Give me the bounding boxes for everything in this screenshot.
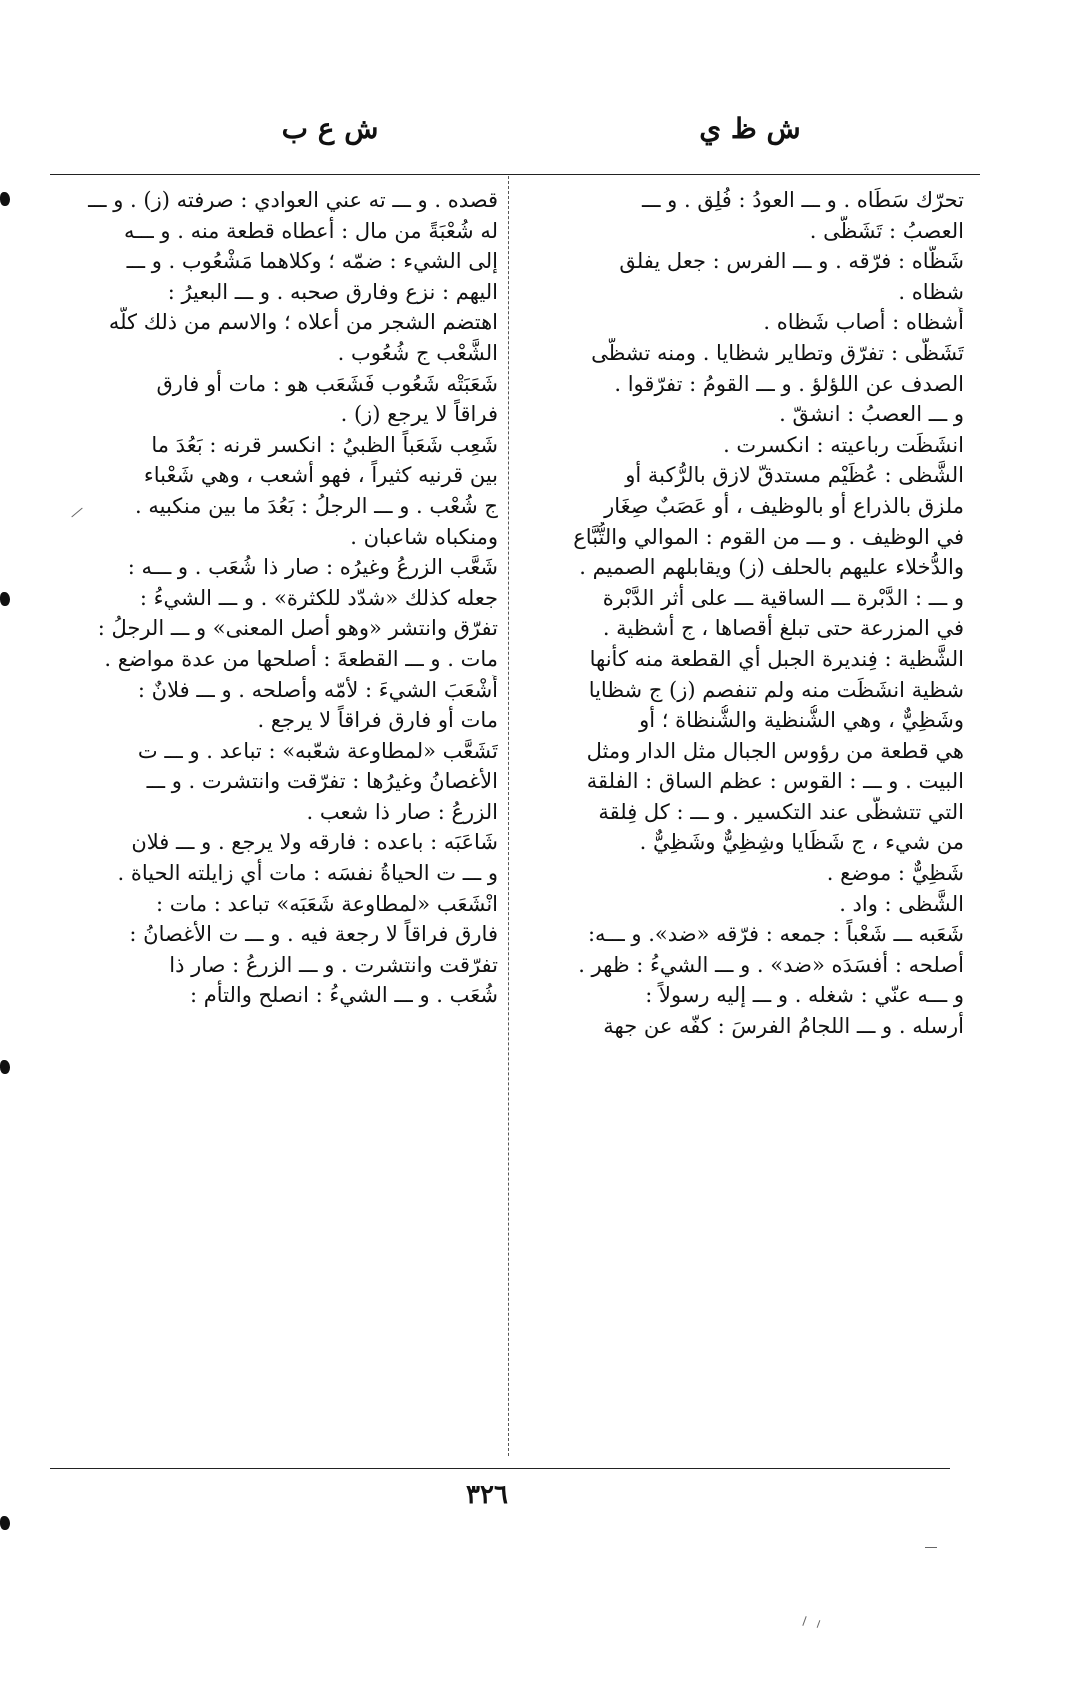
text-line: الزرعُ : صار ذا شعب . [306,799,498,824]
text-line: و ـــه عنّي : شغله . و ـــ إليه رسولاً : [645,983,964,1008]
text-line: أصلحه : أفسَدَه «ضد» . و ـــ الشيءُ : ظهر . [578,952,964,977]
text-line: فارق فراقاً لا رجعة فيه . و ـــ ت الأغصانُ : [129,922,498,947]
text-line: اليهم : نزع وفارق صحبه . و ـــ البعيرُ : [167,279,498,304]
text-line: تَشَظّى : تفرّق وتطاير شظايا . ومنه تشظّى [591,340,964,365]
text-line: في المزرعة حتى تبلغ أقصاها ، ج أشظية . [602,616,964,641]
text-line: تَشَعَّب «لمطاوعة شعّبه» : تباعد . و ـــ ت [137,738,498,763]
text-line: ج شُعْب . و ـــ الرجلُ : بَعُدَ ما بين منكبيه . [135,493,498,518]
text-line: الشَّظى : واد . [839,891,964,916]
text-line: مات أو فارق فراقاً لا يرجع . [257,708,498,733]
text-line: فراقاً لا يرجع (ز) . [340,402,498,427]
text-line: شَظّاه : فرّقه . و ـــ الفرس : جعل يفلق [619,249,964,274]
text-line: شظية انشَظَت منه ولم تنفصم (ز) ج شظايا [588,677,964,702]
text-line: وشَظِيٌّ ، وهي الشُّنظية والشُّنظاة ؛ أو [639,708,964,733]
text-line: انشَظَت رباعيته : انكسرت . [723,432,964,457]
scan-speck [802,1616,806,1626]
running-header-left: ش ع ب [281,112,379,145]
text-line: اهتضم الشجر من أعلاه ؛ والاسم من ذلك كلّه [108,310,498,335]
text-line: و ـــ العصبُ : انشقّ . [779,402,964,427]
text-line: مات . و ـــ القطعةَ : أصلحها من عدة مواضع . [104,646,498,671]
text-line: إلى الشيء : ضمّه ؛ وكلاهما مَشْعُوب . و ـــ [126,249,498,274]
text-line: انْشَعَب «لمطاوعة شَعَبَه» تباعد : مات : [155,891,498,916]
text-line: له شُعْبَةً من مال : أعطاه قطعة منه . و ـــه [124,218,498,243]
text-line: هي قطعة من رؤوس الجبال مثل الدار ومثل [586,738,964,763]
scan-speck [817,1620,821,1628]
text-line: الأغصانُ وغيرُها : تفرّقت وانتشرت . و ـــ [146,769,498,794]
text-line: ومنكباه شاعبان . [350,524,498,549]
text-line: تفرّق وانتشر «وهو أصل المعنى» و ـــ الرجلُ : [97,616,498,641]
text-line: شَاعَبَه : باعده : فارقه ولا يرجع . و ـــ فلان [131,830,498,855]
text-line: ملزق بالذراع أو بالوظيف ، أو عَصَبٌ صِغَار [604,493,964,518]
left-column [70,185,498,1455]
text-line: أرسله . و ـــ اللجامُ الفرسَ : كفّه عن جهة [603,1014,964,1039]
text-line: تفرّقت وانتشرت . و ـــ الزرعُ : صار ذا [169,952,498,977]
text-line: من شيء ، ج شَظَايا وشِظِيٌّ وشَظِيٌّ . [639,830,964,855]
text-line: الشَّظى : عُظَيْم مستدقّ لازق بالرُّكبة أو [625,463,964,488]
text-line: شَظِيٌّ : موضع . [826,861,964,886]
margin-ink-mark [0,1516,10,1530]
margin-ink-mark [0,192,10,206]
text-line: قصده . و ـــ ته عني العوادي : صرفته (ز) . و ـــ [88,188,498,212]
text-line: و ـــ ت الحياةُ نفسَه : مات أي زايلته الحياة . [117,861,498,886]
text-line: البيت . و ـــ : القوس : عظم الساق : الفلقة [586,769,964,794]
text-line: التي تتشظّى عند التكسير . و ـــ : كل فِلقة [598,799,964,824]
text-line: تحرّك سَطَاه . و ـــ العودُ : فُلِق . و ـــ [642,188,964,212]
scan-speck [925,1547,937,1548]
text-line: شُعَب . و ـــ الشيءُ : انصلح والتأم : [189,983,498,1008]
text-line: في الوظيف . و ـــ من القوم : الموالي والتُّبَّاع [573,524,964,549]
running-header-right: ش ظ ي [699,112,801,145]
text-line: أَشظاه : أصاب شَظاه . [763,310,964,335]
text-line: العصبُ : تَشَظّى . [809,218,964,243]
text-line: و ـــ : الدَّبْرة ـــ الساقية ـــ على أثر الدَّبْرة [602,585,964,610]
text-line: شظاه . [898,279,964,304]
right-column [522,185,964,1455]
text-line: شَعَّب الزرعُ وغيرُه : صار ذا شُعَب . و ـــه : [127,555,498,580]
text-line: الشَّظية : فِنديرة الجبل أي القطعة منه كأنها [589,646,964,671]
text-line: والدُّخلاء عليهم بالحلف (ز) ويقابلهم الصميم . [579,555,964,580]
text-line: الصدف عن اللؤلؤ . و ـــ القومُ : تفرّقوا . [614,371,964,396]
page-number: ٣٢٦ [466,1480,508,1510]
text-line: شَعَبَتْه شَعُوب فَشَعَب هو : مات أو فارق [156,371,498,396]
text-line: أَشْعَبَ الشيءَ : لأمّه وأصلحه . و ـــ فلانٌ : [137,677,498,702]
text-line: شَعَبه ـــ شَعْباً : جمعه : فرّقه «ضد». و ـــه: [587,922,964,947]
text-line: بين قرنيه كثيراً ، فهو أشعب ، وهي شَعْباء [143,463,498,488]
margin-ink-mark [0,1060,10,1074]
header-rule [50,174,980,175]
text-line: شَعِب شَعَباً الظبيُ : انكسر قرنه : بَعُدَ ما [151,432,498,457]
footer-rule [50,1468,950,1469]
text-line: جعله كذلك «شدّد للكثرة» . و ـــ الشيءُ : [139,585,498,610]
column-divider [508,176,509,1456]
text-line: الشَّعْب ج شُعُوب . [337,340,498,365]
margin-ink-mark [0,592,10,606]
